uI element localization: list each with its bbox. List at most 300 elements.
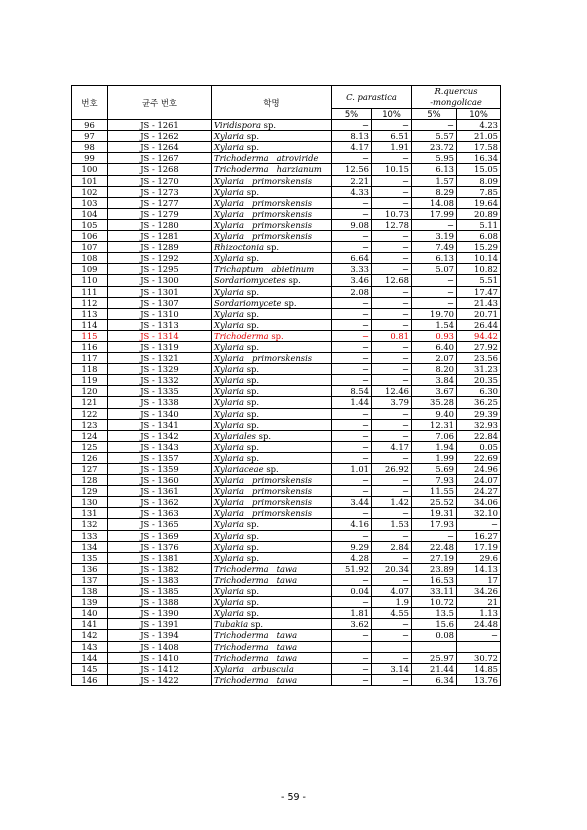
epithet-text: sp. xyxy=(246,186,260,197)
header-scientific-name: 학명 xyxy=(212,86,332,120)
table-row xyxy=(72,208,501,219)
table-row xyxy=(72,375,501,386)
cell-no: 115 xyxy=(72,330,108,341)
cell-strain: JS - 1267 xyxy=(108,153,212,164)
subheader-10pct-a: 10% xyxy=(372,109,412,120)
cell-a10: 12.46 xyxy=(372,386,412,397)
cell-b5: 17.93 xyxy=(412,519,457,530)
cell-a5: − xyxy=(332,652,372,663)
genus-text: Xylaria xyxy=(214,131,245,142)
cell-a5: − xyxy=(332,663,372,674)
subheader-10pct-b: 10% xyxy=(457,109,501,120)
genus-text: Xylaria xyxy=(214,663,245,674)
cell-b5: 1.99 xyxy=(412,452,457,463)
cell-b5: 5.69 xyxy=(412,464,457,475)
cell-scientific-name xyxy=(212,286,332,297)
cell-b5: 6.40 xyxy=(412,341,457,352)
table-row xyxy=(72,608,501,619)
genus-text: Rhizoctonia xyxy=(214,242,264,253)
cell-b5: 8.20 xyxy=(412,364,457,375)
cell-b5: 6.13 xyxy=(412,253,457,264)
genus-text: Tubakia xyxy=(214,619,249,630)
epithet-text: tawa xyxy=(276,574,298,585)
cell-b10: 20.89 xyxy=(457,208,501,219)
cell-b10: − xyxy=(457,630,501,641)
cell-a10: 3.79 xyxy=(372,397,412,408)
epithet-text: arbuscula xyxy=(252,663,294,674)
cell-strain: JS - 1341 xyxy=(108,419,212,430)
genus-text: Trichoderma xyxy=(214,164,269,175)
cell-b5: − xyxy=(412,286,457,297)
cell-b10: 24.96 xyxy=(457,464,501,475)
epithet-text: primorskensis xyxy=(252,486,313,497)
cell-a10: − xyxy=(372,308,412,319)
cell-b5: 5.07 xyxy=(412,264,457,275)
cell-scientific-name xyxy=(212,652,332,663)
table-row xyxy=(72,386,501,397)
cell-no: 129 xyxy=(72,486,108,497)
cell-a10: − xyxy=(372,552,412,563)
cell-a10: 10.73 xyxy=(372,208,412,219)
cell-b10: 19.64 xyxy=(457,197,501,208)
epithet-text: sp. xyxy=(246,341,260,352)
genus-text: Xylaria xyxy=(214,219,245,230)
cell-b5: 14.08 xyxy=(412,197,457,208)
epithet-text: primorskensis xyxy=(252,497,313,508)
cell-scientific-name xyxy=(212,430,332,441)
cell-a5: 4.33 xyxy=(332,186,372,197)
cell-scientific-name xyxy=(212,452,332,463)
cell-a5: 1.44 xyxy=(332,397,372,408)
genus-text: Xylaria xyxy=(214,231,245,242)
epithet-text: sp. xyxy=(246,452,260,463)
table-row xyxy=(72,541,501,552)
cell-b10: 14.13 xyxy=(457,563,501,574)
table-row xyxy=(72,430,501,441)
genus-text: Sordariomycete xyxy=(214,297,282,308)
cell-scientific-name xyxy=(212,364,332,375)
cell-no: 127 xyxy=(72,464,108,475)
cell-a10: − xyxy=(372,264,412,275)
epithet-text: primorskensis xyxy=(252,219,313,230)
cell-strain: JS - 1369 xyxy=(108,530,212,541)
cell-a5: − xyxy=(332,530,372,541)
epithet-text: primorskensis xyxy=(252,175,313,186)
cell-no: 139 xyxy=(72,597,108,608)
table-row xyxy=(72,641,501,652)
cell-a5: − xyxy=(332,597,372,608)
epithet-text: tawa xyxy=(276,563,298,574)
genus-text: Sordariomycetes xyxy=(214,275,286,286)
genus-text: Xylaria xyxy=(214,419,245,430)
cell-a10: 0.81 xyxy=(372,330,412,341)
cell-strain: JS - 1261 xyxy=(108,120,212,131)
table-row xyxy=(72,341,501,352)
cell-b10: 16.34 xyxy=(457,153,501,164)
cell-no: 136 xyxy=(72,563,108,574)
cell-scientific-name xyxy=(212,541,332,552)
cell-b10: 94.42 xyxy=(457,330,501,341)
cell-strain: JS - 1295 xyxy=(108,264,212,275)
cell-a10: 3.14 xyxy=(372,663,412,674)
genus-text: Xylaria xyxy=(214,508,245,519)
table-row xyxy=(72,563,501,574)
cell-strain: JS - 1388 xyxy=(108,597,212,608)
cell-strain: JS - 1281 xyxy=(108,231,212,242)
cell-a5: 51.92 xyxy=(332,563,372,574)
cell-a10: − xyxy=(372,353,412,364)
cell-strain: JS - 1361 xyxy=(108,486,212,497)
cell-b5: 0.08 xyxy=(412,630,457,641)
cell-b10: 1.13 xyxy=(457,608,501,619)
table-row xyxy=(72,552,501,563)
epithet-text: tawa xyxy=(276,652,298,663)
cell-a5: − xyxy=(332,441,372,452)
cell-scientific-name xyxy=(212,353,332,364)
cell-scientific-name xyxy=(212,497,332,508)
cell-scientific-name xyxy=(212,375,332,386)
epithet-text: primorskensis xyxy=(252,208,313,219)
genus-text: Xylaria xyxy=(214,397,245,408)
cell-scientific-name xyxy=(212,164,332,175)
cell-b10: 0.05 xyxy=(457,441,501,452)
cell-a5: − xyxy=(332,630,372,641)
cell-scientific-name xyxy=(212,131,332,142)
cell-scientific-name xyxy=(212,253,332,264)
cell-strain: JS - 1394 xyxy=(108,630,212,641)
epithet-text: sp. xyxy=(246,586,260,597)
cell-no: 111 xyxy=(72,286,108,297)
cell-strain: JS - 1277 xyxy=(108,197,212,208)
genus-text: Xylaria xyxy=(214,475,245,486)
genus-text: Xylaria xyxy=(214,319,245,330)
cell-a5: − xyxy=(332,197,372,208)
cell-a10: 1.42 xyxy=(372,497,412,508)
cell-b5: 15.6 xyxy=(412,619,457,630)
epithet-text: primorskensis xyxy=(252,353,313,364)
cell-b10: 30.72 xyxy=(457,652,501,663)
epithet-text: sp. xyxy=(246,142,260,153)
cell-b10: 34.26 xyxy=(457,586,501,597)
table-row xyxy=(72,231,501,242)
cell-scientific-name xyxy=(212,275,332,286)
table-row xyxy=(72,408,501,419)
cell-a10: − xyxy=(372,197,412,208)
cell-a10: 4.07 xyxy=(372,586,412,597)
epithet-text: sp. xyxy=(246,308,260,319)
cell-a5: − xyxy=(332,208,372,219)
cell-a5: − xyxy=(332,364,372,375)
cell-b5: − xyxy=(412,120,457,131)
table-row xyxy=(72,630,501,641)
cell-scientific-name xyxy=(212,552,332,563)
cell-strain: JS - 1280 xyxy=(108,219,212,230)
cell-a5: 3.62 xyxy=(332,619,372,630)
cell-a10: − xyxy=(372,186,412,197)
cell-a5: 2.21 xyxy=(332,175,372,186)
cell-no: 131 xyxy=(72,508,108,519)
cell-b5: 25.52 xyxy=(412,497,457,508)
epithet-text: sp. xyxy=(250,619,264,630)
header-r-quercus-line2: -mongolicae xyxy=(430,97,482,107)
cell-b10 xyxy=(457,641,501,652)
cell-a10: − xyxy=(372,430,412,441)
cell-no: 145 xyxy=(72,663,108,674)
epithet-text: sp. xyxy=(246,408,260,419)
cell-b5: 33.11 xyxy=(412,586,457,597)
epithet-text: harzianum xyxy=(276,164,322,175)
cell-b10: 29.6 xyxy=(457,552,501,563)
genus-text: Xylaria xyxy=(214,175,245,186)
cell-no: 133 xyxy=(72,530,108,541)
cell-b5: 3.19 xyxy=(412,231,457,242)
cell-b10: 20.35 xyxy=(457,375,501,386)
cell-no: 117 xyxy=(72,353,108,364)
genus-text: Xylaria xyxy=(214,452,245,463)
cell-scientific-name xyxy=(212,264,332,275)
cell-no: 144 xyxy=(72,652,108,663)
cell-scientific-name xyxy=(212,186,332,197)
table-row xyxy=(72,364,501,375)
table-row xyxy=(72,264,501,275)
table-row xyxy=(72,330,501,341)
table-row xyxy=(72,153,501,164)
cell-no: 103 xyxy=(72,197,108,208)
cell-a10: − xyxy=(372,231,412,242)
cell-b10: 17 xyxy=(457,574,501,585)
epithet-text: sp. xyxy=(258,430,271,441)
epithet-text: sp. xyxy=(246,530,260,541)
genus-text: Trichoderma xyxy=(214,674,269,685)
epithet-text: tawa xyxy=(276,630,298,641)
epithet-text: sp. xyxy=(246,397,260,408)
cell-b10: 5.51 xyxy=(457,275,501,286)
cell-strain: JS - 1410 xyxy=(108,652,212,663)
cell-b5: 19.70 xyxy=(412,308,457,319)
cell-a5: 6.64 xyxy=(332,253,372,264)
cell-a10: − xyxy=(372,120,412,131)
genus-text: Trichaptum xyxy=(214,264,264,275)
cell-a10 xyxy=(372,641,412,652)
cell-no: 113 xyxy=(72,308,108,319)
cell-a5: 1.01 xyxy=(332,464,372,475)
cell-a10: − xyxy=(372,652,412,663)
cell-b5: − xyxy=(412,297,457,308)
cell-scientific-name xyxy=(212,674,332,685)
cell-no: 130 xyxy=(72,497,108,508)
cell-b10: 31.23 xyxy=(457,364,501,375)
cell-b10: 21.05 xyxy=(457,131,501,142)
cell-strain: JS - 1313 xyxy=(108,319,212,330)
cell-no: 97 xyxy=(72,131,108,142)
cell-scientific-name xyxy=(212,563,332,574)
cell-no: 120 xyxy=(72,386,108,397)
table-row xyxy=(72,319,501,330)
cell-a10: − xyxy=(372,475,412,486)
cell-b10: 7.85 xyxy=(457,186,501,197)
genus-text: Xylaria xyxy=(214,408,245,419)
genus-text: Xylaria xyxy=(214,353,245,364)
epithet-text: atroviride xyxy=(276,153,319,164)
cell-b5: 23.72 xyxy=(412,142,457,153)
cell-strain: JS - 1383 xyxy=(108,574,212,585)
epithet-text: sp. xyxy=(246,286,260,297)
cell-scientific-name xyxy=(212,231,332,242)
cell-no: 122 xyxy=(72,408,108,419)
table-body xyxy=(72,120,501,686)
cell-no: 132 xyxy=(72,519,108,530)
cell-strain: JS - 1357 xyxy=(108,452,212,463)
cell-strain: JS - 1385 xyxy=(108,586,212,597)
cell-b5: 12.31 xyxy=(412,419,457,430)
cell-b10: 22.69 xyxy=(457,452,501,463)
cell-b5: 27.19 xyxy=(412,552,457,563)
genus-text: Xylaria xyxy=(214,286,245,297)
cell-a10: − xyxy=(372,508,412,519)
cell-no: 112 xyxy=(72,297,108,308)
cell-a10: − xyxy=(372,486,412,497)
cell-a5: − xyxy=(332,486,372,497)
cell-scientific-name xyxy=(212,586,332,597)
cell-b5: 5.95 xyxy=(412,153,457,164)
genus-text: Trichoderma xyxy=(214,574,269,585)
cell-a5: 3.44 xyxy=(332,497,372,508)
cell-scientific-name xyxy=(212,153,332,164)
cell-a10: − xyxy=(372,175,412,186)
cell-scientific-name xyxy=(212,397,332,408)
cell-strain: JS - 1340 xyxy=(108,408,212,419)
cell-b5: 35.28 xyxy=(412,397,457,408)
cell-scientific-name xyxy=(212,630,332,641)
epithet-text: sp. xyxy=(246,419,260,430)
cell-b10: 22.84 xyxy=(457,430,501,441)
cell-a5: − xyxy=(332,341,372,352)
cell-b10: 26.44 xyxy=(457,319,501,330)
genus-text: Xylaria xyxy=(214,253,245,264)
table-row xyxy=(72,175,501,186)
cell-b10: 21.43 xyxy=(457,297,501,308)
cell-scientific-name xyxy=(212,120,332,131)
cell-strain: JS - 1362 xyxy=(108,497,212,508)
epithet-text: sp. xyxy=(288,275,301,286)
cell-a5: − xyxy=(332,430,372,441)
genus-text: Xylaria xyxy=(214,142,245,153)
cell-strain: JS - 1262 xyxy=(108,131,212,142)
genus-text: Trichoderma xyxy=(214,641,269,652)
cell-b10: 4.23 xyxy=(457,120,501,131)
header-c-parastica: C. parastica xyxy=(332,86,412,109)
cell-a10: 1.9 xyxy=(372,597,412,608)
cell-no: 142 xyxy=(72,630,108,641)
cell-b10: 23.56 xyxy=(457,353,501,364)
cell-b5: 11.55 xyxy=(412,486,457,497)
epithet-text: sp. xyxy=(263,120,276,131)
table-row xyxy=(72,508,501,519)
genus-text: Xylaria xyxy=(214,208,245,219)
cell-b10: 24.27 xyxy=(457,486,501,497)
cell-a5: 4.17 xyxy=(332,142,372,153)
cell-a5: 2.08 xyxy=(332,286,372,297)
genus-text: Xylariaceae xyxy=(214,464,264,474)
cell-a5: − xyxy=(332,297,372,308)
cell-strain: JS - 1279 xyxy=(108,208,212,219)
cell-b5 xyxy=(412,641,457,652)
cell-a10: − xyxy=(372,408,412,419)
cell-a5: 0.04 xyxy=(332,586,372,597)
cell-a5: − xyxy=(332,475,372,486)
cell-a10: − xyxy=(372,242,412,253)
table-row xyxy=(72,297,501,308)
cell-strain: JS - 1319 xyxy=(108,341,212,352)
table-row xyxy=(72,164,501,175)
cell-no: 128 xyxy=(72,475,108,486)
cell-a5: 3.46 xyxy=(332,275,372,286)
table-row xyxy=(72,397,501,408)
cell-strain: JS - 1408 xyxy=(108,641,212,652)
cell-strain: JS - 1338 xyxy=(108,397,212,408)
cell-a10: 1.53 xyxy=(372,519,412,530)
genus-text: Xylaria xyxy=(214,608,245,619)
cell-strain: JS - 1343 xyxy=(108,441,212,452)
epithet-text: sp. xyxy=(246,375,260,386)
cell-b5: 25.97 xyxy=(412,652,457,663)
cell-no: 99 xyxy=(72,153,108,164)
genus-text: Xylaria xyxy=(214,497,245,508)
cell-strain: JS - 1292 xyxy=(108,253,212,264)
cell-scientific-name xyxy=(212,508,332,519)
cell-scientific-name xyxy=(212,441,332,452)
cell-no: 106 xyxy=(72,231,108,242)
cell-b5: 9.40 xyxy=(412,408,457,419)
table-row xyxy=(72,663,501,674)
cell-a10: 10.15 xyxy=(372,164,412,175)
table-row xyxy=(72,586,501,597)
cell-strain: JS - 1301 xyxy=(108,286,212,297)
cell-strain: JS - 1270 xyxy=(108,175,212,186)
genus-text: Xylaria xyxy=(214,197,245,208)
cell-b10: 17.58 xyxy=(457,142,501,153)
cell-a5: − xyxy=(332,408,372,419)
cell-strain: JS - 1307 xyxy=(108,297,212,308)
epithet-text: sp. xyxy=(246,319,260,330)
cell-a10: − xyxy=(372,153,412,164)
cell-b10: − xyxy=(457,519,501,530)
cell-a10: − xyxy=(372,319,412,330)
cell-no: 98 xyxy=(72,142,108,153)
cell-scientific-name xyxy=(212,242,332,253)
cell-no: 123 xyxy=(72,419,108,430)
cell-b10: 15.29 xyxy=(457,242,501,253)
genus-text: Xylaria xyxy=(214,308,245,319)
header-no: 번호 xyxy=(72,86,108,120)
cell-strain: JS - 1363 xyxy=(108,508,212,519)
table-row xyxy=(72,441,501,452)
cell-scientific-name xyxy=(212,574,332,585)
cell-a5: − xyxy=(332,375,372,386)
epithet-text: sp. xyxy=(246,131,260,142)
genus-text: Xylaria xyxy=(214,341,245,352)
cell-b10: 24.07 xyxy=(457,475,501,486)
cell-no: 102 xyxy=(72,186,108,197)
cell-scientific-name xyxy=(212,297,332,308)
cell-no: 105 xyxy=(72,219,108,230)
table-row xyxy=(72,142,501,153)
cell-scientific-name xyxy=(212,219,332,230)
cell-a10: − xyxy=(372,297,412,308)
table-row xyxy=(72,519,501,530)
cell-no: 96 xyxy=(72,120,108,131)
genus-text: Xylaria xyxy=(214,486,245,497)
